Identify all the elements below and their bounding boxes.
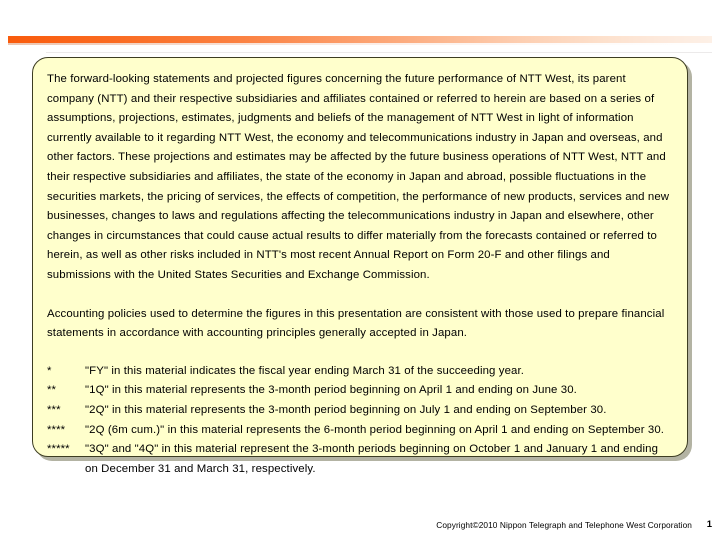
- paragraph-spacer-2: [47, 344, 673, 362]
- footnote-text: "1Q" in this material represents the 3-month period beginning on April 1 and ending on June 30.: [85, 384, 577, 397]
- footnote-text: "2Q" in this material represents the 3-month period beginning on July 1 and ending on September 30.: [85, 403, 607, 416]
- top-hairline-divider: [46, 52, 712, 53]
- disclaimer-panel-content: [47, 70, 673, 479]
- footnote-marker: ****: [47, 423, 66, 436]
- footnote-text: "FY" in this material indicates the fiscal year ending March 31 of the succeeding year.: [85, 364, 525, 377]
- footnote-text: "2Q (6m cum.)" in this material represents the 6-month period beginning on April 1 and ending on September 30.: [85, 423, 665, 436]
- paragraph-spacer-1: [47, 286, 673, 305]
- copyright-notice: Copyright©2010 Nippon Telegraph and Telephone West Corporation: [436, 520, 692, 530]
- disclaimer-panel: [32, 57, 688, 475]
- footnote-row: [47, 381, 673, 401]
- accounting-policies-paragraph: Accounting policies used to determine the figures in this presentation are consistent with those used to prepare financial statements in accordance with accounting principles generally accepted in Japan.: [47, 307, 665, 340]
- forward-looking-statement-paragraph: The forward-looking statements and projected figures concerning the future performance of NTT West, its parent company (NTT) and their respective subsidiaries and affiliates contained or referred to herein are based on a series of assumptions, projections, estimates, judgments and beliefs of the management of NTT West in light of information currently available to it regarding NTT West, the economy and telecommunications industry in Japan and overseas, and other factors. These projections and estimates may be affected by the future business operations of NTT West, NTT and their respective subsidiaries and affiliates, the state of the economy in Japan and abroad, possible fluctuations in the securities markets, the pricing of services, the effects of competition, the performance of new products, services and new businesses, changes to laws and regulations affecting the telecommunications industry in Japan and elsewhere, other changes in circumstances that could cause actual results to differ materially from the forecasts contained or referred to herein, as well as other risks included in NTT's most recent Annual Report on Form 20-F and other filings and submissions with the United States Securities and Exchange Commission.: [47, 73, 670, 281]
- footnote-row: [47, 362, 673, 382]
- footnote-marker: ***: [47, 403, 61, 416]
- footnote-marker: *: [47, 364, 52, 377]
- top-accent-rule-shadow: [8, 43, 712, 45]
- page-number: 1: [706, 519, 712, 530]
- footnote-text: "3Q" and "4Q" in this material represent the 3-month periods beginning on October 1 and January 1 and ending on December 31 and March 31, respectively.: [85, 443, 659, 475]
- footnote-marker: *****: [47, 443, 70, 456]
- footnote-row: [47, 421, 673, 441]
- footnote-row: [47, 401, 673, 421]
- footnote-marker: **: [47, 384, 57, 397]
- top-accent-rule: [8, 36, 712, 43]
- footnote-row: [47, 440, 673, 479]
